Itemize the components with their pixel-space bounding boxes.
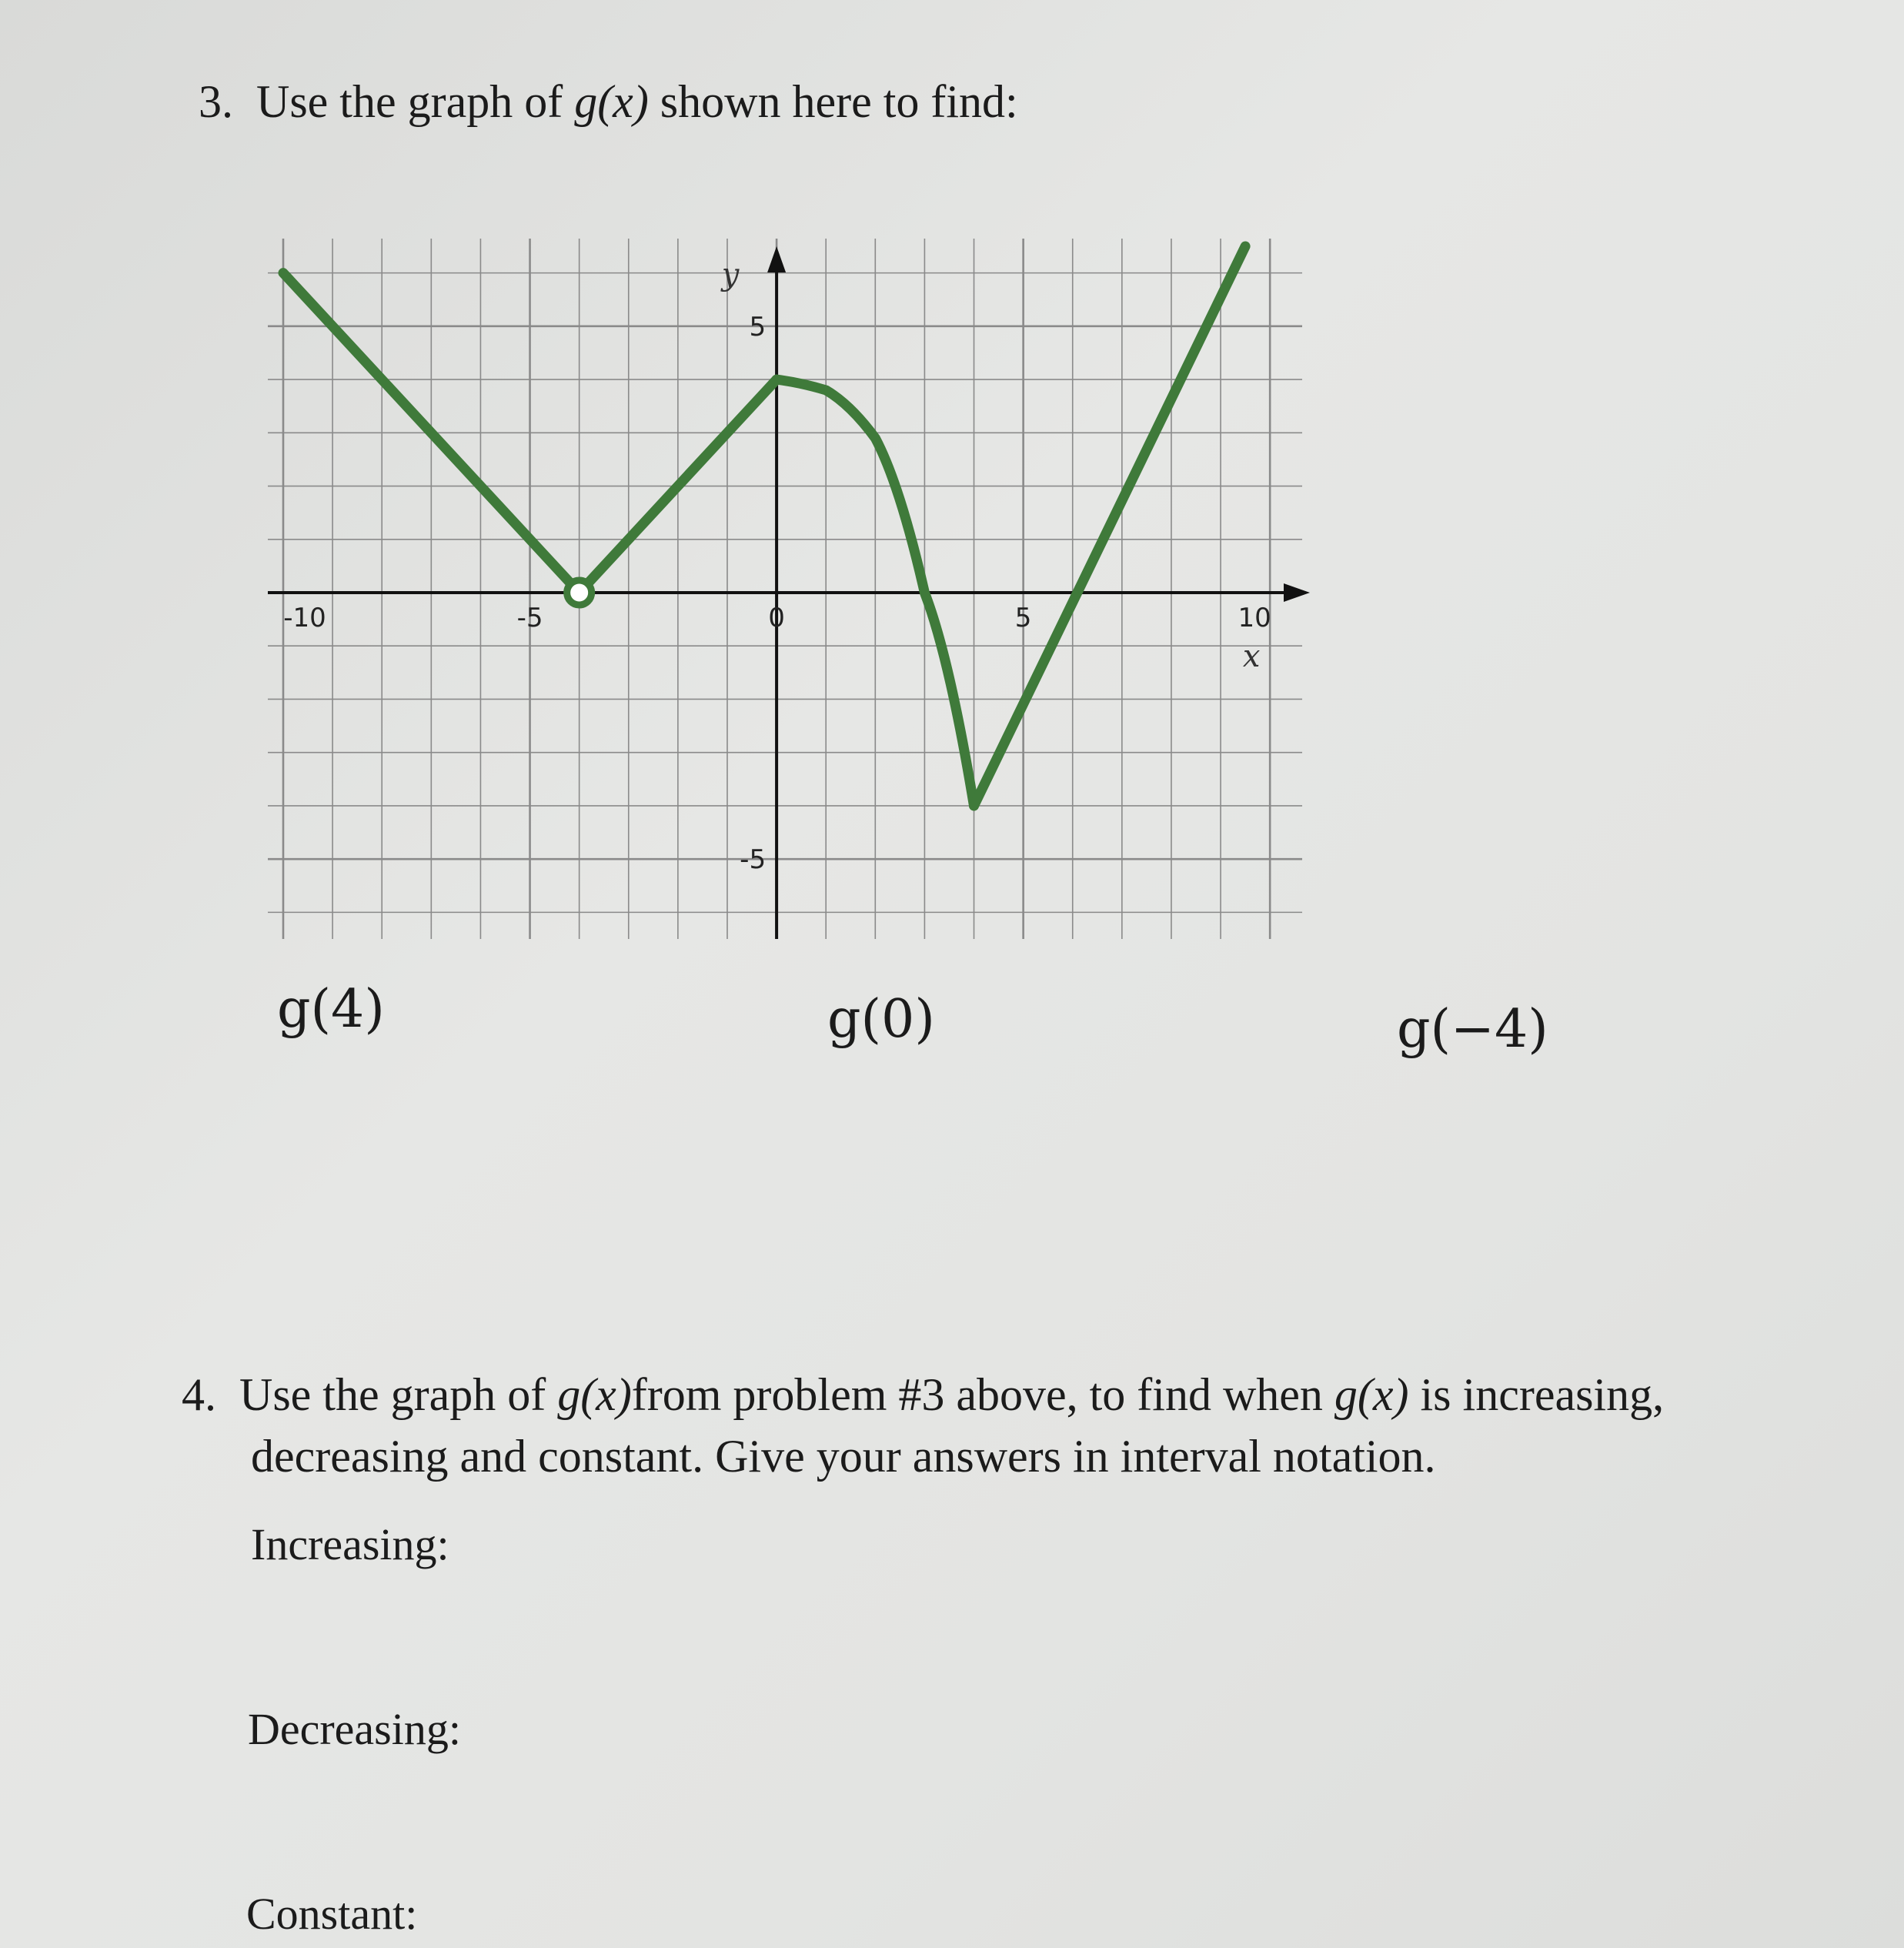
problem-4-text-before: Use the graph of	[239, 1369, 546, 1420]
y-axis-label: y	[721, 257, 740, 292]
x-axis-label: x	[1242, 639, 1261, 674]
problem-4-prompt-line-1	[182, 1364, 1664, 1425]
evaluate-g-of-4: g(4)	[277, 979, 385, 1040]
problem-4-text-middle: from problem #3 above, to find when	[631, 1369, 1323, 1420]
increasing-label: Increasing:	[251, 1519, 449, 1569]
problem-3-prompt	[199, 71, 1018, 132]
y-tick-label: -5	[740, 844, 767, 876]
constant-label: Constant:	[246, 1889, 418, 1939]
problem-4-text-after: is increasing,	[1420, 1369, 1665, 1420]
problem-3-number: 3.	[199, 76, 233, 127]
graph-grid	[268, 239, 1302, 939]
problem-4-function-2: g(x)	[1334, 1369, 1409, 1420]
curve-segment-4	[974, 246, 1246, 806]
graph-axes	[268, 246, 1310, 939]
x-tick-label: -10	[283, 603, 326, 633]
function-graph	[254, 231, 1331, 954]
problem-4-number: 4.	[182, 1369, 216, 1420]
open-point-marker	[567, 580, 592, 605]
y-axis-arrow	[767, 246, 786, 272]
evaluate-g-of-0: g(0)	[827, 989, 935, 1050]
x-tick-label: -5	[516, 603, 543, 633]
x-tick-label: 10	[1238, 603, 1271, 633]
problem-4-function: g(x)	[557, 1369, 632, 1420]
x-axis-arrow	[1284, 583, 1310, 602]
problem-4-prompt-line-2: decreasing and constant. Give your answers in interval notation.	[251, 1431, 1436, 1482]
problem-3-text-after: shown here to find:	[660, 76, 1018, 127]
x-tick-label: 0	[768, 603, 785, 633]
problem-3-text-before: Use the graph of	[256, 76, 563, 127]
y-tick-label: 5	[749, 311, 767, 342]
x-tick-label: 5	[1014, 603, 1032, 633]
problem-3-function: g(x)	[574, 76, 649, 127]
decreasing-label: Decreasing:	[248, 1704, 461, 1754]
evaluate-g-of-neg-4: g(−4)	[1397, 999, 1548, 1060]
